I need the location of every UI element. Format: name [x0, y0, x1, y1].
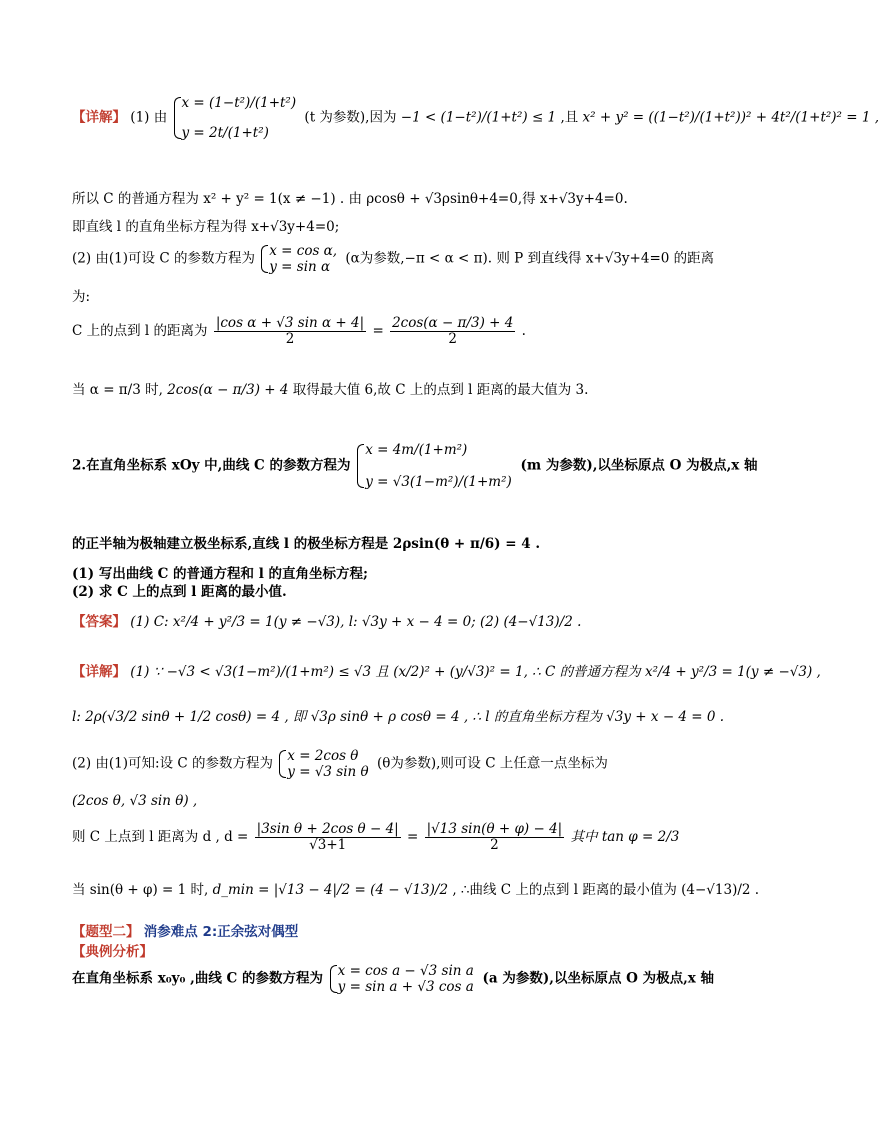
- param-system-1: [172, 95, 297, 141]
- text: (2) 由(1)可设 C 的参数方程为: [72, 250, 255, 267]
- system-y-eq: y = sin a + √3 cos a: [337, 979, 474, 996]
- text: (θ为参数),则可设 C 上任意一点坐标为: [376, 755, 608, 772]
- text: l: 2ρ(√3/2 sinθ + 1/2 cosθ) = 4 , 即 √3ρ sinθ + ρ cosθ = 4 , ∴ l 的直角坐标方程为 √3y + x − 4 = 0 .: [72, 709, 725, 725]
- text: (α为参数,−π < α < π). 则 P 到直线得 x+√3y+4=0 的距离: [345, 250, 715, 267]
- detail-2-line-6: [72, 878, 794, 898]
- text: , ∴曲线 C 上的点到 l 距离的最小值为 (4−√13)/2 .: [452, 882, 760, 898]
- system-x-eq: x = cos α,: [269, 243, 338, 259]
- inequality: −1 < (1−t²)/(1+t²) ≤ 1: [400, 109, 557, 126]
- detail-2-line-5: 则 C 上点到 l 距离为 d , d = $\frac{\text{|3sin θ + 2cos θ − 4|}}{√3+1}$ = $\frac{|√13 \sin(\theta + \varphi) - 4|}{2}$ 其中 tan φ = 2/3: [72, 821, 680, 853]
- text: (1) 写出曲线 C 的普通方程和 l 的直角坐标方程;: [72, 566, 369, 582]
- numerator: |3sin θ + 2cos θ − 4|: [256, 821, 399, 837]
- system-x-eq: x = 4m/(1+m²): [365, 442, 468, 458]
- text: (2) 由(1)可知:设 C 的参数方程为: [72, 755, 273, 772]
- paragraph-3: [72, 215, 794, 235]
- denominator: 2: [285, 330, 295, 347]
- param-note: (t 为参数),因为: [304, 109, 397, 126]
- text: (m 为参数),以坐标原点 O 为极点,x 轴: [520, 457, 758, 474]
- distance-fraction-4: [425, 822, 565, 853]
- paragraph-6: C 上的点到 l 的距离为 $\frac{\text{|cos α + √3 sin α + 4|}}{2}$ = $\frac{2\cos(\alpha - \pi/3) + 4}{2}$ .: [72, 315, 526, 347]
- text: 即直线 l 的直角坐标方程为得 x+√3y+4=0;: [72, 219, 340, 235]
- text: 当 α = π/3 时,: [72, 382, 163, 398]
- paragraph-5: [72, 285, 794, 305]
- param-system-2: [259, 243, 337, 275]
- text: 取得最大值 6,故 C 上的点到 l 距离的最大值为 3.: [292, 382, 589, 398]
- example-header: [72, 940, 794, 960]
- distance-fraction-2: [390, 316, 515, 347]
- expression: 2cos(α − π/3) + 4: [167, 382, 289, 398]
- answer-text: (1) C: x²/4 + y²/3 = 1(y ≠ −√3), l: √3y + x − 4 = 0; (2) (4−√13)/2 .: [130, 614, 582, 630]
- example-line-1: [72, 963, 794, 995]
- numerator: |cos α + √3 sin α + 4|: [215, 315, 365, 331]
- expression: d_min = |√13 − 4|/2 = (4 − √13)/2: [212, 882, 449, 898]
- param-system-5: [328, 963, 474, 995]
- detail-2-line-4: [72, 793, 794, 809]
- answer-tag: 【答案】: [72, 614, 126, 630]
- detail-2-line-2: [72, 705, 794, 725]
- text: 的正半轴为极轴建立极坐标系,直线 l 的极坐标方程是 2ρsin(θ + π/6) = 4 .: [72, 536, 541, 552]
- text: 当 sin(θ + φ) = 1 时,: [72, 882, 209, 898]
- paragraph-2: [72, 187, 794, 207]
- numerator: |√13 sin(θ + φ) − 4|: [426, 821, 563, 837]
- system-y-eq: y = √3(1−m²)/(1+m²): [365, 474, 512, 491]
- system-y-eq: y = √3 sin θ: [287, 764, 369, 781]
- text: .: [521, 322, 526, 339]
- detail-lead: (1) 由: [130, 109, 168, 126]
- text: 所以 C 的普通方程为 x² + y² = 1(x ≠ −1) . 由 ρcosθ + √3ρsinθ+4=0,得 x+√3y+4=0.: [72, 191, 628, 207]
- param-system-4: [277, 748, 368, 780]
- detail-2-line-1: [72, 660, 821, 680]
- detail-2-line-3: [72, 748, 794, 780]
- text: 在直角坐标系 x₀y₀ ,曲线 C 的参数方程为: [72, 970, 323, 987]
- detail-tag: 【详解】: [72, 109, 126, 126]
- text: C 上的点到 l 的距离为: [72, 322, 208, 339]
- paragraph-4: [72, 243, 794, 275]
- question-2: [72, 442, 794, 490]
- text: (1) ∵ −√3 < √3(1−m²)/(1+m²) ≤ √3 且 (x/2)² + (y/√3)² = 1, ∴ C 的普通方程为 x²/4 + y²/3 = 1(y ≠ −√3) ,: [130, 664, 821, 680]
- numerator: 2cos(α − π/3) + 4: [392, 315, 514, 331]
- param-system-3: [355, 442, 512, 490]
- text: 其中 tan φ = 2/3: [570, 828, 680, 845]
- system-y-eq: y = sin α: [269, 259, 331, 276]
- distance-fraction-3: [255, 822, 401, 853]
- question-2-line-2: [72, 532, 794, 552]
- system-x-eq: x = (1−t²)/(1+t²): [181, 95, 297, 111]
- system-y-eq: y = 2t/(1+t²): [181, 125, 269, 142]
- sum-squares: x² + y² = ((1−t²)/(1+t²))² + 4t²/(1+t²)² = 1 ,: [582, 109, 879, 126]
- paragraph-7: [72, 378, 794, 398]
- system-x-eq: x = 2cos θ: [287, 748, 359, 764]
- detail-line-1: [72, 95, 879, 142]
- answer-line: [72, 610, 794, 630]
- question-item-1: [72, 562, 794, 582]
- denominator: 2: [448, 330, 457, 347]
- type-tag: 【题型二】: [72, 924, 140, 940]
- text: (2) 求 C 上的点到 l 距离的最小值.: [72, 584, 287, 600]
- section-type-2: [72, 920, 794, 940]
- text: 则 C 上点到 l 距离为 d , d =: [72, 828, 249, 845]
- example-tag: 【典例分析】: [72, 944, 153, 960]
- type-title: 消参难点 2:正余弦对偶型: [143, 924, 299, 940]
- text: (2cos θ, √3 sin θ) ,: [72, 793, 198, 809]
- text: 2.在直角坐标系 xOy 中,曲线 C 的参数方程为: [72, 457, 351, 474]
- denominator: 2: [490, 836, 499, 853]
- distance-fraction-1: [214, 316, 366, 347]
- system-x-eq: x = cos a − √3 sin a: [337, 963, 474, 979]
- and-text: ,且: [560, 109, 579, 126]
- denominator: √3+1: [309, 836, 347, 853]
- detail-tag: 【详解】: [72, 664, 126, 680]
- text: 为:: [72, 289, 91, 305]
- question-item-2: [72, 580, 794, 600]
- text: (a 为参数),以坐标原点 O 为极点,x 轴: [482, 970, 715, 987]
